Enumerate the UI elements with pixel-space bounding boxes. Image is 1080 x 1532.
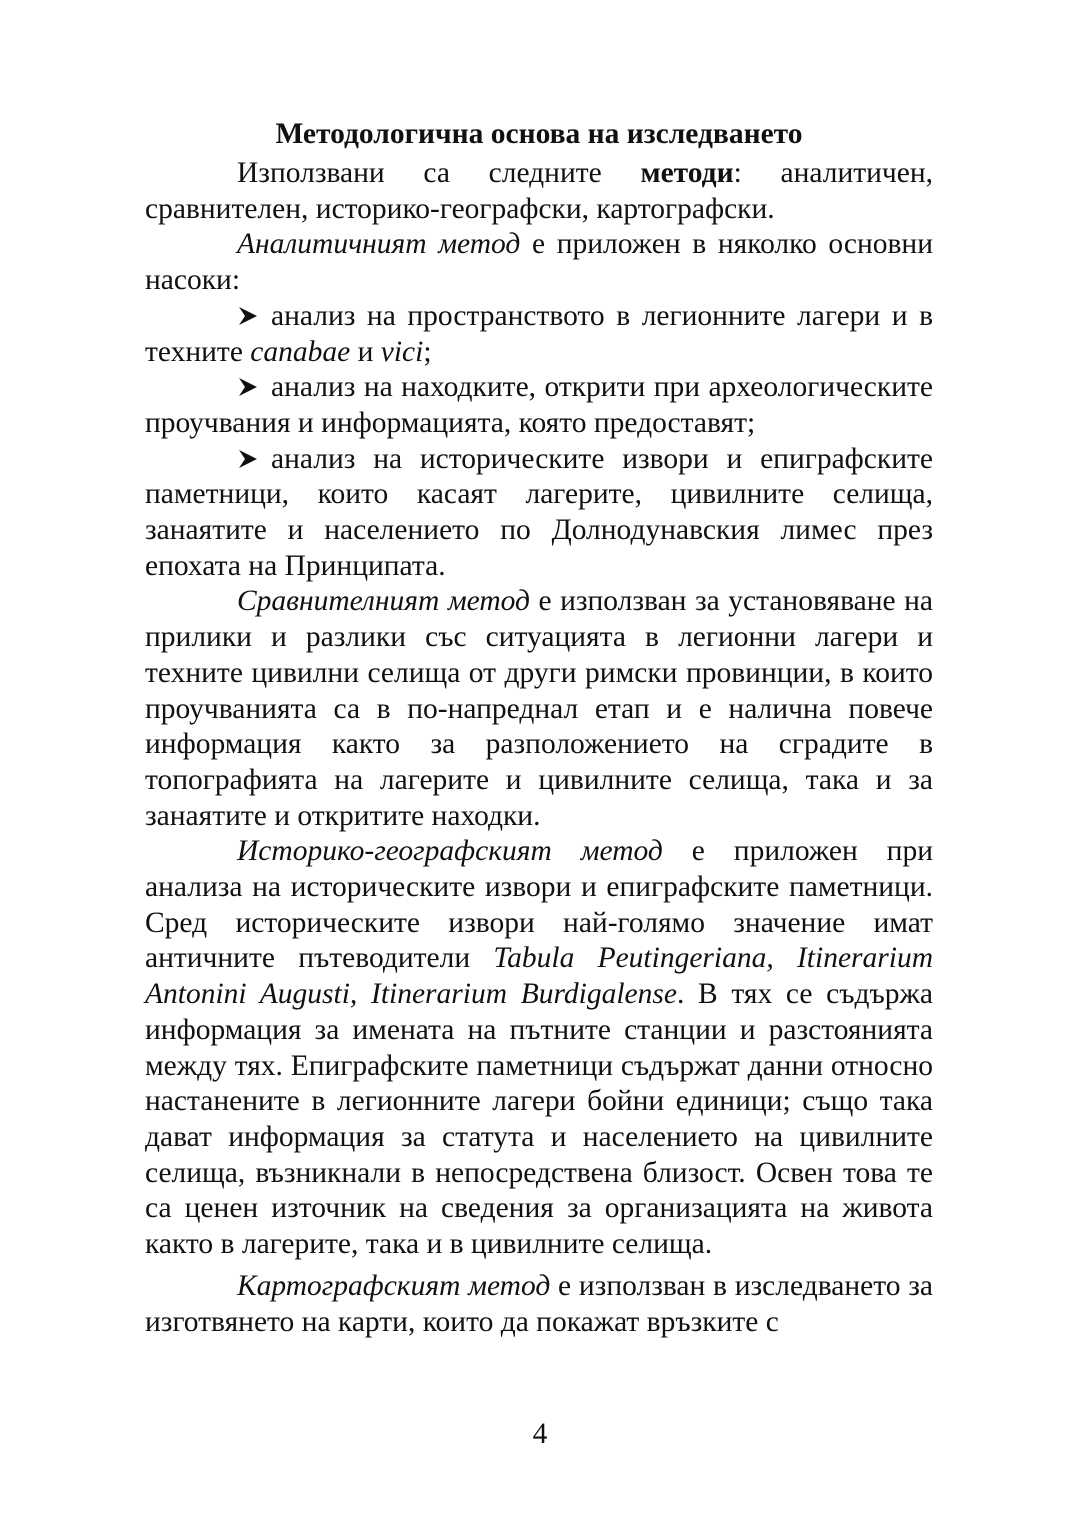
methods-paragraph [145, 156, 933, 227]
bullet-finds-text: анализ на находките, открити при археологическите проучвания и информацията, която предоставят; [145, 371, 933, 439]
cartographic-method-paragraph [145, 1269, 933, 1340]
historical-geographic-method-paragraph [145, 834, 933, 1262]
historical-geographic-text-middle: е приложен при анализа на историческите извори и епиграфските паметници. Сред историческите извори най-голямо значение имат античните пътеводители [145, 835, 933, 975]
analytical-method-term: Аналитичният метод [237, 228, 521, 261]
cartographic-method-text: е използван в изследването за изготвянето на карти, които да покажат връзките с [145, 1269, 933, 1338]
bullet-space-text-before: анализ на пространството в легионните лагери и в техните [145, 299, 933, 368]
bullet-sources-text: анализ на историческите извори и епиграфските паметници, които касаят лагерите, цивилните селища, занаятите и населението по Долнодунавския лимес през епохата на Принципата. [145, 442, 933, 582]
comparative-method-paragraph [145, 584, 933, 834]
historical-geographic-text-after: . В тях се съдържа информация за имената на пътните станции и разстоянията между тях. Епиграфските паметници съдържат данни относно настанените в легионните лагери бойни единици; също така дават информация за статута и населението на цивилните селища, възникнали в непосредствена близост. Освен това те са ценен източник на сведения за организацията на живота както в лагерите, така и в цивилните селища. [145, 978, 933, 1261]
arrowhead-bullet-icon [237, 299, 271, 335]
section-title: Методологична основа на изследването [275, 118, 803, 150]
ancient-itineraries-titles: Tabula Peutingeriana, Itinerarium Antonini Augusti, Itinerarium Burdigalense [145, 942, 933, 1011]
historical-geographic-method-term: Историко-географският метод [237, 835, 663, 868]
methods-text-before: Използвани са следните [237, 157, 641, 189]
bullet-space-vici: vici [380, 335, 424, 368]
methods-text-after: : аналитичен, сравнителен, историко-географски, картографски. [145, 157, 933, 225]
bullet-space-text-after: ; [423, 335, 432, 368]
analytical-method-paragraph [145, 227, 933, 298]
bullet-space-conjunction: и [350, 335, 381, 368]
bullet-item-finds [145, 370, 933, 441]
analytical-method-text: е приложен в няколко основни насоки: [145, 228, 934, 297]
cartographic-method-term: Картографският метод [237, 1269, 551, 1302]
methods-bold-term: методи [640, 157, 734, 189]
bullet-item-space [145, 299, 933, 370]
comparative-method-text: е използван за установяване на прилики и разлики със ситуацията в легионни лагери и техните цивилни селища от други римски провинции, в които проучванията са в по-напреднал етап и е налична повече информация както за разположението на сградите в топографията на лагерите и цивилните селища, така и за занаятите и откритите находки. [145, 585, 933, 832]
document-page [145, 112, 933, 1340]
arrowhead-bullet-icon [237, 442, 271, 478]
page-number: 4 [532, 1418, 548, 1450]
bullet-item-sources [145, 442, 933, 585]
arrowhead-bullet-icon [237, 370, 271, 406]
bullet-space-canabae: canabae [250, 335, 351, 368]
comparative-method-term: Сравнителният метод [237, 585, 530, 618]
